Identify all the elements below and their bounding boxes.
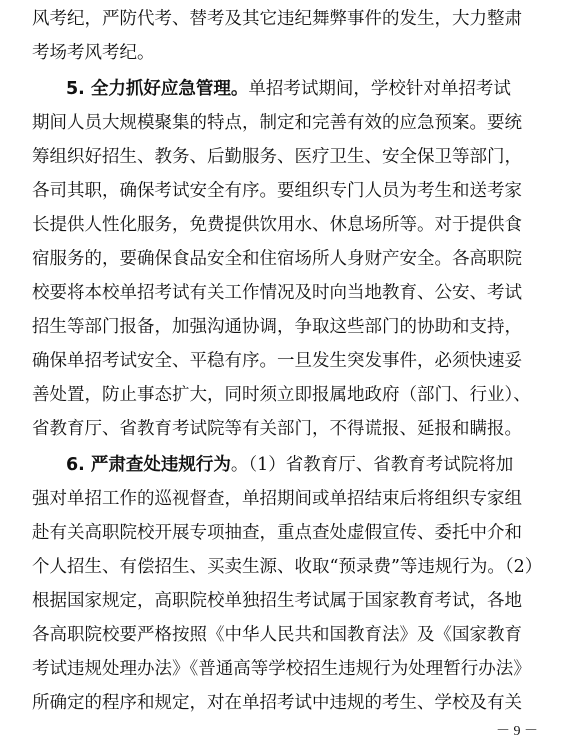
section-5-text: 单招考试期间，学校针对单招考试: [248, 79, 511, 99]
text-line: 赴有关高职院校开展专项抽查，重点查处虚假宣传、委托中介和: [32, 523, 522, 543]
text-line: 省教育厅、省教育考试院等有关部门，不得谎报、延报和瞒报。: [32, 419, 522, 439]
text-line: 长提供人性化服务，免费提供饮用水、休息场所等。对于提供食: [32, 215, 522, 235]
text-line: 确保单招考试安全、平稳有序。一旦发生突发事件，必须快速妥: [32, 351, 522, 371]
text-line: 善处置，防止事态扩大，同时须立即报属地政府（部门、行业）、: [32, 385, 531, 405]
text-line: 招生等部门报备，加强沟通协调，争取这些部门的协助和支持，: [32, 317, 522, 337]
section-6-text: 。（1）省教育厅、省教育考试院将加: [230, 455, 514, 475]
text-line: 考试违规处理办法》《普通高等学校招生违规行为处理暂行办法》: [32, 659, 531, 679]
text-line: 宿服务的，要确保食品安全和住宿场所人身财产安全。各高职院: [32, 249, 522, 269]
section-5-heading: 5. 全力抓好应急管理。: [66, 79, 249, 99]
text-line: 筹组织好招生、教务、后勤服务、医疗卫生、安全保卫等部门，: [32, 147, 522, 167]
page-number: － 9 －: [496, 724, 538, 739]
text-line: 各高职院校要严格按照《中华人民共和国教育法》及《国家教育: [32, 625, 522, 645]
section-5-line: [0, 72, 574, 106]
section-6-heading: 6. 严肃查处违规行为: [66, 455, 231, 475]
text-line: 所确定的程序和规定，对在单招考试中违规的考生、学校及有关: [32, 693, 522, 713]
text-line: 期间人员大规模聚集的特点，制定和完善有效的应急预案。要统: [32, 113, 522, 133]
text-line: 风考纪，严防代考、替考及其它违纪舞弊事件的发生，大力整肃: [32, 9, 522, 29]
text-line: 个人招生、有偿招生、买卖生源、收取“预录费”等违规行为。（2）: [32, 557, 543, 577]
section-6-line: [0, 448, 574, 482]
text-line: 校要将本校单招考试有关工作情况及时向当地教育、公安、考试: [32, 283, 522, 303]
text-line: 各司其职，确保考试安全有序。要组织专门人员为考生和送考家: [32, 181, 522, 201]
text-line: 考场考风考纪。: [32, 43, 155, 63]
text-line: 根据国家规定，高职院校单独招生考试属于国家教育考试，各地: [32, 591, 522, 611]
text-line: 强对单招工作的巡视督查，单招期间或单招结束后将组织专家组: [32, 489, 522, 509]
